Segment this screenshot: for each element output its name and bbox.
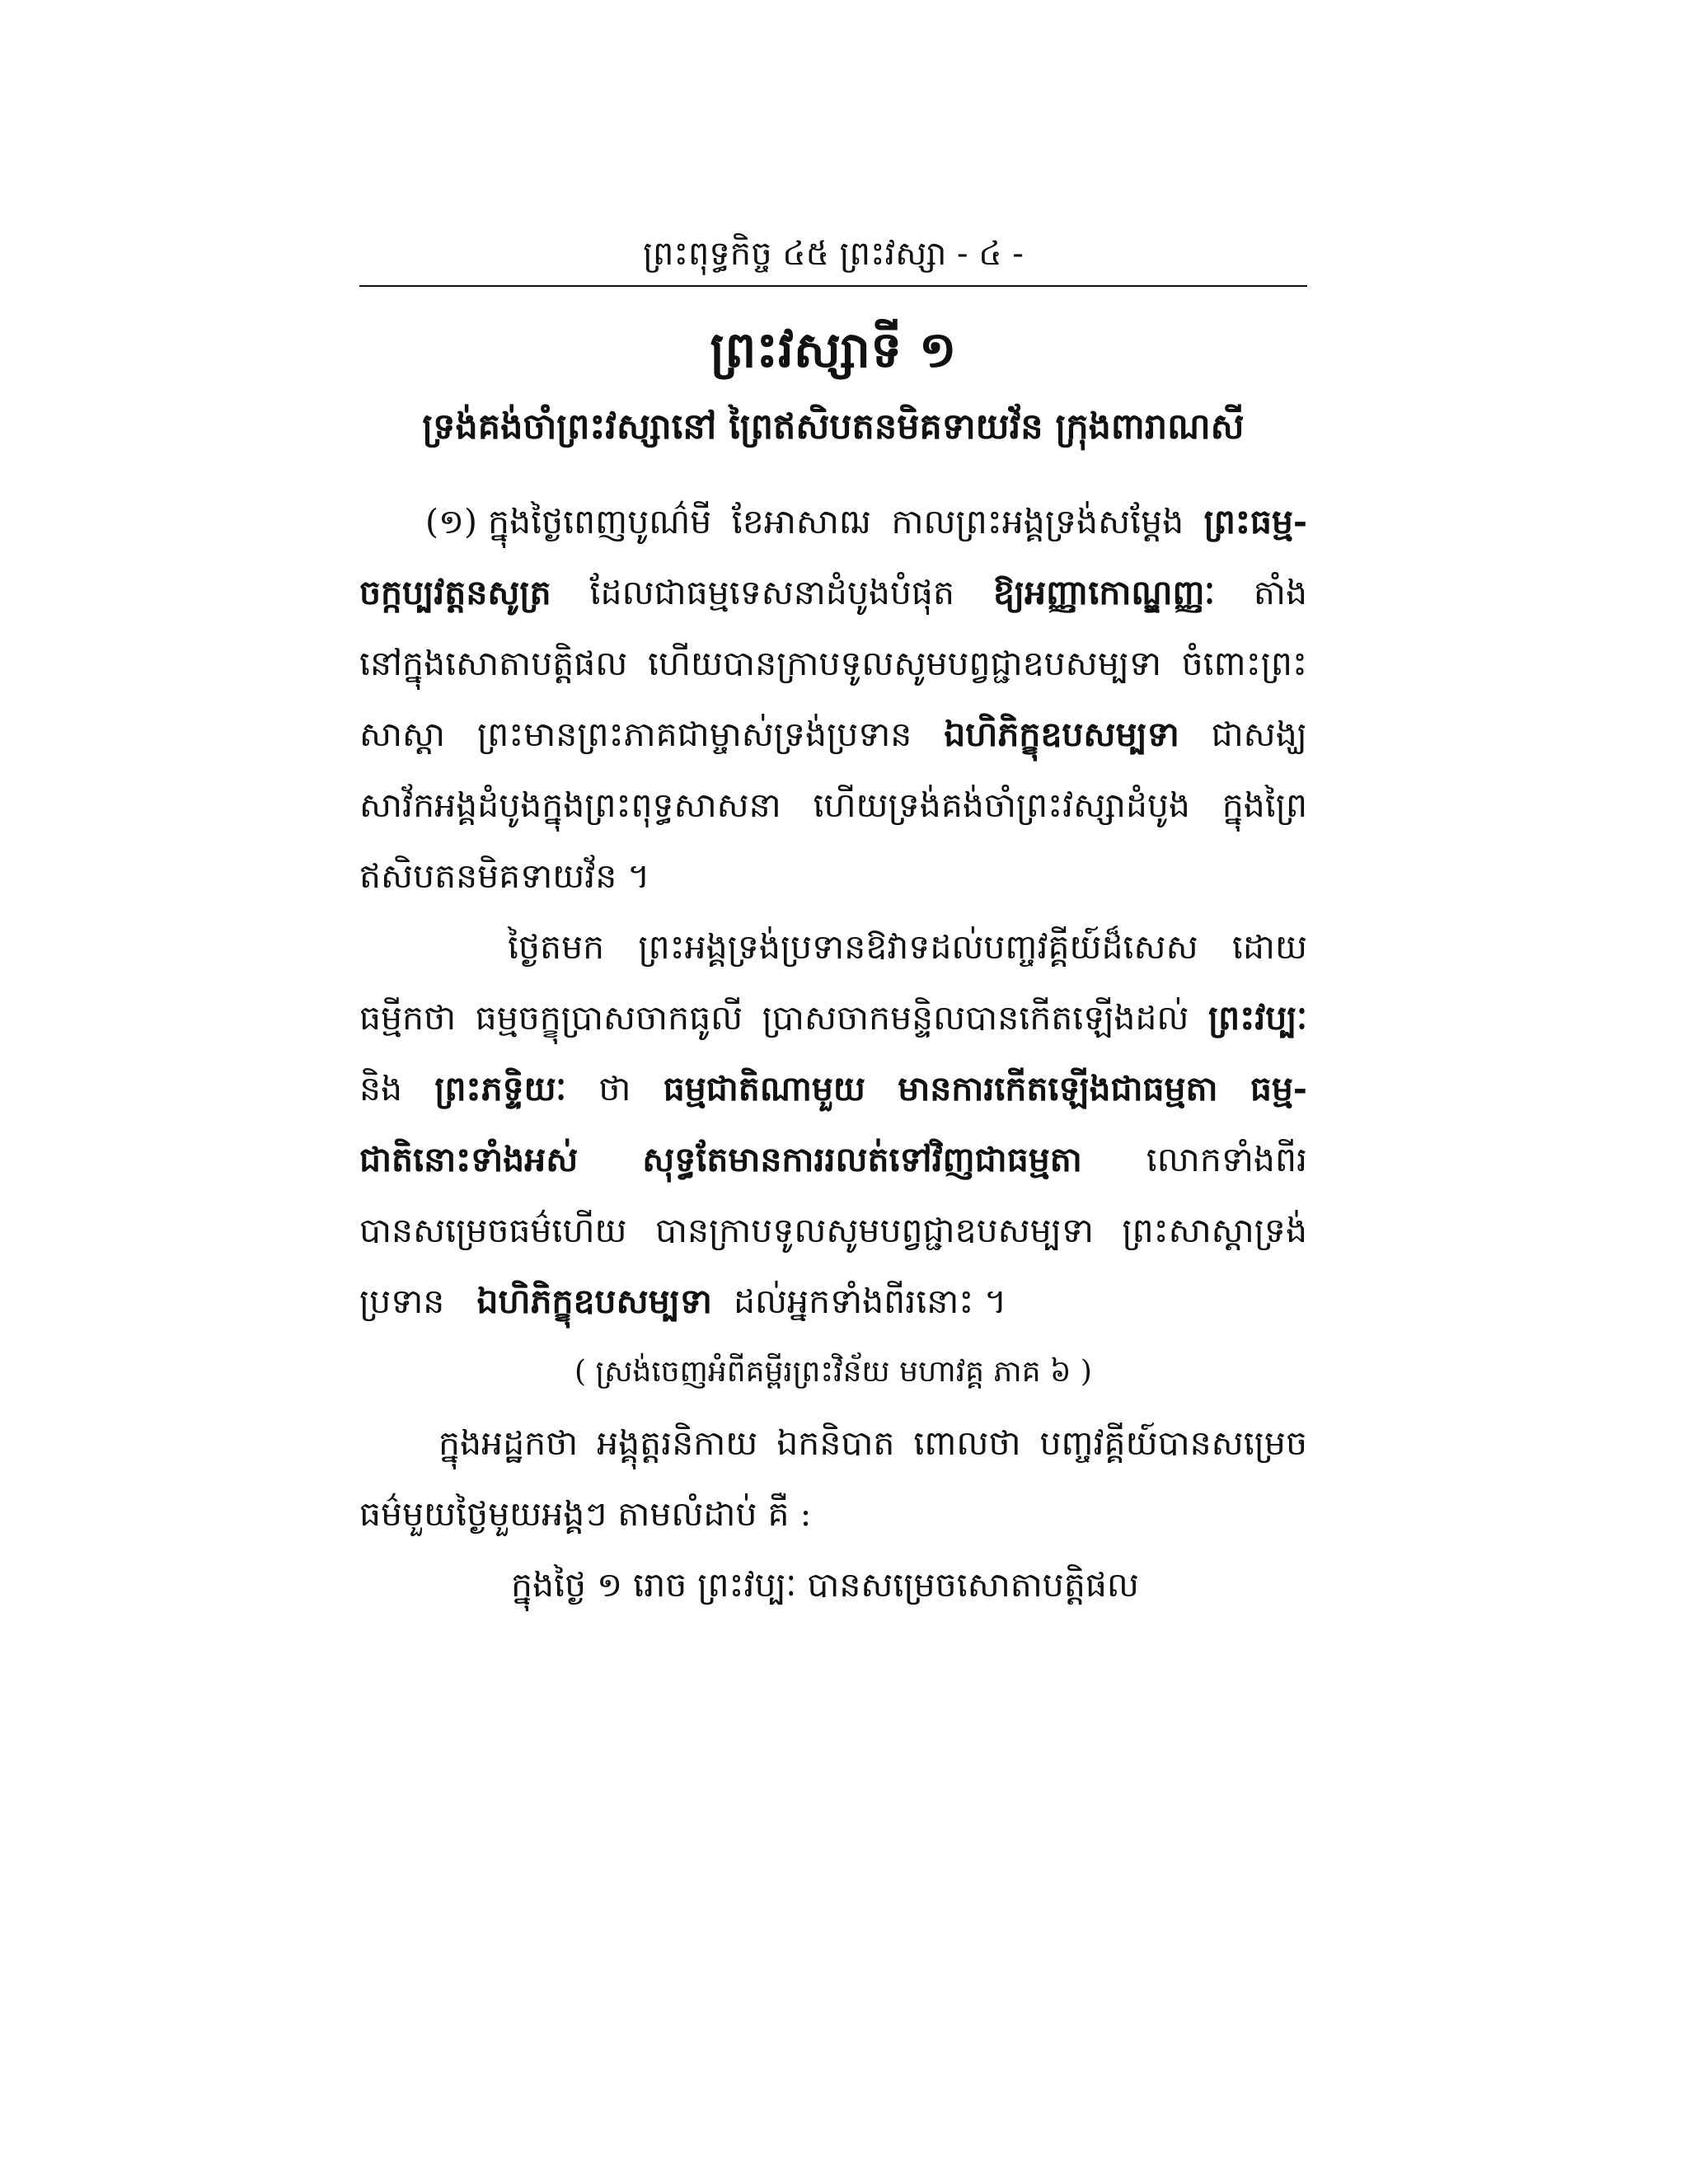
text-run: ក្នុងអដ្ឋកថា: [438, 1423, 579, 1463]
para2-line-5: [359, 1195, 1307, 1266]
text-run: នៅក្នុងសោតាបត្តិផល: [359, 644, 628, 683]
text-run: ថ្ងៃតមក: [508, 927, 605, 967]
text-run: ព្រះមានព្រះភាគជាម្ចាស់ទ្រង់ប្រទាន: [477, 715, 912, 754]
text-run: អង្គុត្តរនិកាយ: [597, 1423, 758, 1463]
body-text: [359, 486, 1307, 1620]
text-run: កាលព្រះអង្គទ្រង់សម្ដែង: [891, 502, 1184, 541]
text-run: បានសម្រេចធម៌ហើយ: [359, 1211, 627, 1250]
text-run: ធម្មីកថា: [359, 998, 457, 1038]
para3-line-3: ក្នុងថ្ងៃ ១ រោច ព្រះវប្បៈ បានសម្រេចសោតាបត្តិផល: [511, 1565, 1139, 1605]
text-run-bold: ព្រះធម្ម-: [1203, 502, 1307, 541]
para1-line-3: [359, 628, 1307, 699]
text-run: ប្រទាន: [359, 1282, 445, 1321]
text-run-bold: មានការកើតឡើងជាធម្មតា: [898, 1069, 1218, 1108]
text-run: បានក្រាបទូលសូមបព្វជ្ជាឧបសម្បទា: [654, 1211, 1094, 1250]
text-run: ជាសង្ឃ: [1211, 715, 1307, 754]
text-run-bold: ឯហិភិក្ខុឧបសម្បទា: [944, 715, 1179, 754]
text-run: សាវ័កអង្គដំបូងក្នុងព្រះពុទ្ធសាសនា: [359, 785, 781, 825]
source-note: ( ស្រង់ចេញអំពីគម្ពីរព្រះវិន័យ មហាវគ្គ ភាគ ៦ ): [574, 1355, 1092, 1389]
text-run: ព្រះអង្គទ្រង់ប្រទានឱវាទដល់បញ្ចវគ្គីយ៍ដ៏សេស: [638, 927, 1198, 967]
text-run: តាំង: [1253, 573, 1307, 612]
text-run: ឯកនិបាត: [776, 1423, 895, 1463]
text-run: ក្នុងព្រៃ: [1221, 785, 1307, 825]
text-run-bold: ជាតិនោះទាំងអស់: [359, 1140, 579, 1179]
text-run: ធម្មចក្ខុប្រាសចាកធូលី: [475, 998, 743, 1038]
text-run-bold: ចក្កប្បវត្តនសូត្រ: [359, 573, 551, 612]
para1-line-2: [359, 557, 1307, 628]
text-run: ហើយទ្រង់គង់ចាំព្រះវស្សាដំបូង: [813, 785, 1190, 825]
text-run: ខែអាសាឍ: [731, 502, 871, 541]
chapter-subtitle: ទ្រង់គង់ចាំព្រះវស្សានៅ ព្រៃឥសិបតនមិគទាយវ័ន ក្រុងពារាណសី: [422, 406, 1245, 448]
text-run-bold: ធម្មជាតិណាមួយ: [663, 1069, 865, 1108]
header-rule: [359, 285, 1307, 287]
text-run-bold: ព្រះវប្បៈ: [1207, 998, 1307, 1038]
text-run: (១) ក្នុងថ្ងៃពេញបូណ៌មី: [425, 502, 712, 541]
text-run-bold: ឯហិភិក្ខុឧបសម្បទា: [476, 1282, 712, 1321]
text-run: ចំពោះព្រះ: [1181, 644, 1307, 683]
text-run: ហើយបានក្រាបទូលសូមបព្វជ្ជាឧបសម្បទា: [647, 644, 1161, 683]
running-header: ព្រះពុទ្ធកិច្ច ៤៥ ព្រះវស្សា ‐ ៤ ‐: [643, 235, 1024, 273]
para2-line-3: [359, 1053, 1307, 1124]
text-run: ព្រះសាស្ដាទ្រង់: [1122, 1211, 1307, 1250]
text-run-bold: ឱ្យអញ្ញាកោណ្ឌញ្ញៈ: [992, 573, 1216, 612]
para1-line-4: [359, 699, 1307, 770]
text-run: ថា: [598, 1069, 631, 1108]
text-run: សាស្ដា: [359, 715, 446, 754]
para3-line-2: ធម៌មួយថ្ងៃមួយអង្គៗ តាមលំដាប់ គឺ :: [359, 1494, 812, 1534]
para2-line-1: [359, 912, 1307, 982]
text-run: បញ្ចវគ្គីយ៍បានសម្រេច: [1039, 1423, 1307, 1463]
para2-line-6: [359, 1266, 1307, 1337]
para3-line-1: [359, 1408, 1307, 1479]
text-run: ប្រាសចាកមន្ទិលបានកើតឡើងដល់: [762, 998, 1189, 1038]
para1-line-5: [359, 770, 1307, 841]
text-run: លោកទាំងពីរ: [1146, 1140, 1307, 1179]
text-run: ដល់អ្នកទាំងពីរនោះ ។: [733, 1282, 1007, 1321]
para2-line-2: [359, 982, 1307, 1053]
text-run: ដោយ: [1231, 927, 1307, 967]
para1-line-1: [359, 486, 1307, 557]
para1-line-6: ឥសិបតនមិគទាយវ័ន ។: [359, 856, 650, 896]
text-run: និង: [359, 1069, 403, 1108]
text-run-bold: សុទ្ធតែមានការរលត់ទៅវិញជាធម្មតា: [642, 1140, 1082, 1179]
text-run-bold: ព្រះភទ្ទិយៈ: [434, 1069, 567, 1108]
para2-line-4: [359, 1124, 1307, 1195]
text-run: ដែលជាធម្មទេសនាដំបូងបំផុត: [589, 573, 954, 612]
text-run-bold: ធម្ម-: [1250, 1069, 1307, 1108]
text-run: ពោលថា: [913, 1423, 1021, 1463]
chapter-title: ព្រះវស្សាទី ១: [710, 321, 957, 379]
